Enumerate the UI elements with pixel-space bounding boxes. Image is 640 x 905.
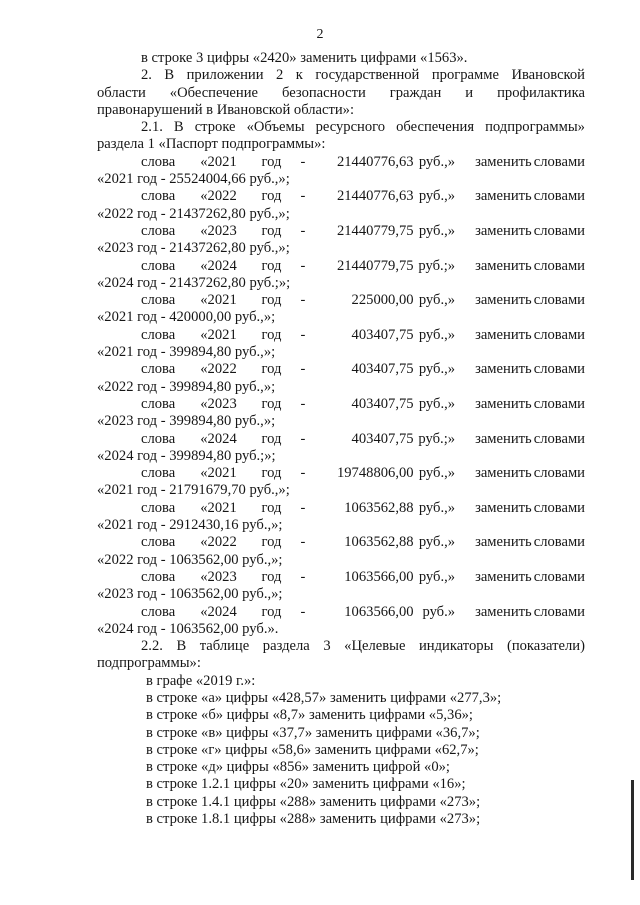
word: таблице bbox=[199, 638, 250, 655]
replacement-amount: 403407,75 bbox=[351, 361, 414, 378]
replacement-god: год bbox=[261, 395, 282, 412]
replacement-word: слова bbox=[141, 257, 176, 274]
replacement-old-line bbox=[97, 396, 585, 413]
replacement-dash: - bbox=[300, 430, 306, 447]
word: подпрограммы» bbox=[485, 119, 585, 136]
word: 3 bbox=[323, 638, 331, 655]
replacement-new-line: «2022 год - 21437262,80 руб.,»; bbox=[97, 205, 290, 222]
row-change-list bbox=[97, 690, 585, 828]
replacement-new-line: «2024 год - 1063562,00 руб.». bbox=[97, 620, 279, 637]
replacement-old-line bbox=[97, 154, 585, 171]
replacement-dash: - bbox=[300, 499, 306, 516]
replacement-list bbox=[97, 154, 585, 638]
replacement-dash: - bbox=[300, 222, 306, 239]
row-change-line: в строке 1.4.1 цифры «288» заменить цифрами «273»; bbox=[146, 793, 481, 810]
replacement-words: словами bbox=[533, 326, 585, 343]
replacement-year: «2022 bbox=[200, 534, 237, 551]
replacement-replace: заменить bbox=[475, 326, 532, 343]
replacement-word: слова bbox=[141, 326, 176, 343]
intro-line: в строке 3 цифры «2420» заменить цифрами «1563». bbox=[141, 50, 468, 66]
replacement-words: словами bbox=[533, 153, 585, 170]
word: и bbox=[465, 84, 474, 101]
word: государственной bbox=[315, 67, 420, 84]
para22-line2: подпрограммы»: bbox=[97, 655, 201, 672]
replacement-god: год bbox=[261, 361, 282, 378]
word: 2 bbox=[276, 67, 284, 84]
para2-line3: правонарушений в Ивановской области»: bbox=[97, 101, 355, 118]
para21-line2: раздела 1 «Паспорт подпрограммы»: bbox=[97, 136, 326, 153]
replacement-year: «2021 bbox=[200, 153, 237, 170]
replacement-old-line bbox=[97, 604, 585, 621]
replacement-word: слова bbox=[141, 188, 176, 205]
replacement-words: словами bbox=[533, 361, 585, 378]
replacement-rub: руб.,» bbox=[418, 465, 456, 482]
replacement-words: словами bbox=[533, 430, 585, 447]
replacement-words: словами bbox=[533, 568, 585, 585]
replacement-dash: - bbox=[300, 361, 306, 378]
replacement-year: «2021 bbox=[200, 465, 237, 482]
replacement-new-line: «2024 год - 21437262,80 руб.;»; bbox=[97, 274, 291, 291]
replacement-amount: 21440779,75 bbox=[336, 257, 414, 274]
replacement-amount: 19748806,00 bbox=[336, 465, 414, 482]
replacement-amount: 1063566,00 bbox=[344, 568, 414, 585]
replacement-replace: заменить bbox=[475, 361, 532, 378]
replacement-amount: 21440776,63 bbox=[336, 153, 414, 170]
replacement-old-line bbox=[97, 188, 585, 205]
replacement-replace: заменить bbox=[475, 568, 532, 585]
replacement-god: год bbox=[261, 534, 282, 551]
replacement-god: год bbox=[261, 568, 282, 585]
replacement-word: слова bbox=[141, 534, 176, 551]
row-change-line: в строке «д» цифры «856» заменить цифрой «0»; bbox=[146, 759, 450, 776]
replacement-old-line bbox=[97, 361, 585, 378]
replacement-dash: - bbox=[300, 534, 306, 551]
replacement-replace: заменить bbox=[475, 257, 532, 274]
replacement-year: «2023 bbox=[200, 395, 237, 412]
replacement-old-line bbox=[97, 223, 585, 240]
replacement-dash: - bbox=[300, 153, 306, 170]
replacement-year: «2024 bbox=[200, 257, 237, 274]
replacement-new-line: «2022 год - 1063562,00 руб.,»; bbox=[97, 551, 283, 568]
replacement-amount: 21440779,75 bbox=[336, 222, 414, 239]
word: В bbox=[164, 67, 175, 84]
word: 2.1. bbox=[141, 119, 163, 136]
replacement-word: слова bbox=[141, 222, 176, 239]
word: к bbox=[295, 67, 303, 84]
replacement-new-line: «2023 год - 399894,80 руб.,»; bbox=[97, 413, 276, 430]
replacement-dash: - bbox=[300, 395, 306, 412]
row-change-line: в строке 1.8.1 цифры «288» заменить цифрами «273»; bbox=[146, 811, 481, 828]
replacement-year: «2024 bbox=[200, 603, 237, 620]
replacement-year: «2021 bbox=[200, 326, 237, 343]
replacement-new-line: «2023 год - 1063562,00 руб.,»; bbox=[97, 586, 283, 603]
word: «Целевые bbox=[344, 638, 406, 655]
replacement-amount: 403407,75 bbox=[351, 395, 414, 412]
replacement-god: год bbox=[261, 222, 282, 239]
replacement-god: год bbox=[261, 153, 282, 170]
replacement-replace: заменить bbox=[475, 465, 532, 482]
replacement-replace: заменить bbox=[475, 188, 532, 205]
replacement-words: словами bbox=[533, 395, 585, 412]
para2-line1 bbox=[97, 67, 585, 84]
replacement-dash: - bbox=[300, 603, 306, 620]
replacement-rub: руб.,» bbox=[418, 292, 456, 309]
replacement-rub: руб.,» bbox=[418, 499, 456, 516]
replacement-word: слова bbox=[141, 568, 176, 585]
replacement-rub: руб.,» bbox=[418, 361, 456, 378]
word: профилактика bbox=[497, 84, 585, 101]
replacement-rub: руб.,» bbox=[418, 222, 456, 239]
replacement-amount: 1063562,88 bbox=[344, 499, 414, 516]
replacement-amount: 225000,00 bbox=[351, 292, 414, 309]
word: граждан bbox=[389, 84, 442, 101]
replacement-amount: 403407,75 bbox=[351, 326, 414, 343]
replacement-rub: руб.,» bbox=[418, 153, 456, 170]
word: В bbox=[173, 119, 184, 136]
replacement-rub: руб.;» bbox=[418, 257, 456, 274]
replacement-amount: 1063566,00 bbox=[344, 603, 414, 620]
replacement-new-line: «2021 год - 420000,00 руб.,»; bbox=[97, 309, 276, 326]
word: «Объемы bbox=[246, 119, 305, 136]
replacement-old-line bbox=[97, 500, 585, 517]
replacement-old-line bbox=[97, 431, 585, 448]
para2-line2 bbox=[97, 85, 585, 102]
replacement-replace: заменить bbox=[475, 534, 532, 551]
word: обеспечения bbox=[396, 119, 475, 136]
replacement-rub: руб.,» bbox=[418, 188, 456, 205]
replacement-god: год bbox=[261, 188, 282, 205]
replacement-god: год bbox=[261, 603, 282, 620]
replacement-word: слова bbox=[141, 430, 176, 447]
replacement-old-line bbox=[97, 534, 585, 551]
replacement-rub: руб.,» bbox=[418, 534, 456, 551]
replacement-old-line bbox=[97, 258, 585, 275]
replacement-word: слова bbox=[141, 153, 176, 170]
replacement-god: год bbox=[261, 257, 282, 274]
replacement-old-line bbox=[97, 465, 585, 482]
replacement-new-line: «2022 год - 399894,80 руб.,»; bbox=[97, 378, 276, 395]
replacement-rub: руб.;» bbox=[418, 430, 456, 447]
replacement-rub: руб.,» bbox=[418, 568, 456, 585]
para22-line1 bbox=[97, 638, 585, 655]
replacement-god: год bbox=[261, 499, 282, 516]
word: области bbox=[97, 84, 146, 101]
row-change-line: в строке «а» цифры «428,57» заменить цифрами «277,3»; bbox=[146, 689, 502, 706]
replacement-replace: заменить bbox=[475, 153, 532, 170]
replacement-dash: - bbox=[300, 257, 306, 274]
replacement-word: слова bbox=[141, 395, 176, 412]
word: 2. bbox=[141, 67, 152, 84]
replacement-replace: заменить bbox=[475, 222, 532, 239]
word: безопасности bbox=[282, 84, 366, 101]
page-number: 2 bbox=[316, 27, 324, 42]
replacement-god: год bbox=[261, 465, 282, 482]
graph-line: в графе «2019 г.»: bbox=[146, 672, 256, 689]
replacement-new-line: «2021 год - 399894,80 руб.,»; bbox=[97, 344, 276, 361]
word: раздела bbox=[262, 638, 310, 655]
replacement-replace: заменить bbox=[475, 603, 532, 620]
replacement-words: словами bbox=[533, 257, 585, 274]
replacement-amount: 1063562,88 bbox=[344, 534, 414, 551]
row-change-line: в строке «б» цифры «8,7» заменить цифрами «5,36»; bbox=[146, 707, 473, 724]
word: 2.2. bbox=[141, 638, 163, 655]
document-body bbox=[97, 50, 585, 828]
replacement-words: словами bbox=[533, 534, 585, 551]
replacement-year: «2022 bbox=[200, 188, 237, 205]
replacement-dash: - bbox=[300, 326, 306, 343]
replacement-amount: 21440776,63 bbox=[336, 188, 414, 205]
replacement-dash: - bbox=[300, 188, 306, 205]
replacement-words: словами bbox=[533, 222, 585, 239]
word: «Обеспечение bbox=[169, 84, 259, 101]
word: приложении bbox=[186, 67, 264, 84]
replacement-new-line: «2023 год - 21437262,80 руб.,»; bbox=[97, 240, 290, 257]
replacement-rub: руб.,» bbox=[418, 395, 456, 412]
replacement-word: слова bbox=[141, 361, 176, 378]
replacement-replace: заменить bbox=[475, 292, 532, 309]
replacement-god: год bbox=[261, 430, 282, 447]
word: Ивановской bbox=[511, 67, 585, 84]
row-change-line: в строке «в» цифры «37,7» заменить цифрами «36,7»; bbox=[146, 724, 480, 741]
replacement-replace: заменить bbox=[475, 430, 532, 447]
replacement-year: «2023 bbox=[200, 222, 237, 239]
replacement-new-line: «2021 год - 25524004,66 руб.,»; bbox=[97, 171, 290, 188]
replacement-new-line: «2021 год - 21791679,70 руб.,»; bbox=[97, 482, 290, 499]
word: (показатели) bbox=[506, 638, 585, 655]
word: программе bbox=[431, 67, 499, 84]
word: индикаторы bbox=[418, 638, 494, 655]
replacement-old-line bbox=[97, 569, 585, 586]
replacement-rub: руб.» bbox=[422, 603, 456, 620]
replacement-word: слова bbox=[141, 499, 176, 516]
replacement-god: год bbox=[261, 326, 282, 343]
word: ресурсного bbox=[315, 119, 386, 136]
para21-line1 bbox=[97, 119, 585, 136]
replacement-year: «2023 bbox=[200, 568, 237, 585]
replacement-new-line: «2024 год - 399894,80 руб.;»; bbox=[97, 447, 276, 464]
replacement-year: «2021 bbox=[200, 292, 237, 309]
replacement-dash: - bbox=[300, 465, 306, 482]
replacement-words: словами bbox=[533, 465, 585, 482]
replacement-god: год bbox=[261, 292, 282, 309]
replacement-words: словами bbox=[533, 188, 585, 205]
replacement-replace: заменить bbox=[475, 395, 532, 412]
word: строке bbox=[194, 119, 236, 136]
row-change-line: в строке 1.2.1 цифры «20» заменить цифрами «16»; bbox=[146, 776, 466, 793]
replacement-word: слова bbox=[141, 603, 176, 620]
replacement-dash: - bbox=[300, 568, 306, 585]
replacement-year: «2024 bbox=[200, 430, 237, 447]
replacement-dash: - bbox=[300, 292, 306, 309]
replacement-words: словами bbox=[533, 499, 585, 516]
replacement-year: «2022 bbox=[200, 361, 237, 378]
replacement-rub: руб.,» bbox=[418, 326, 456, 343]
replacement-amount: 403407,75 bbox=[351, 430, 414, 447]
replacement-words: словами bbox=[533, 603, 585, 620]
replacement-word: слова bbox=[141, 465, 176, 482]
word: В bbox=[176, 638, 187, 655]
replacement-old-line bbox=[97, 327, 585, 344]
replacement-new-line: «2021 год - 2912430,16 руб.,»; bbox=[97, 517, 283, 534]
replacement-year: «2021 bbox=[200, 499, 237, 516]
replacement-words: словами bbox=[533, 292, 585, 309]
replacement-replace: заменить bbox=[475, 499, 532, 516]
replacement-word: слова bbox=[141, 292, 176, 309]
replacement-old-line bbox=[97, 292, 585, 309]
scan-edge-mark bbox=[631, 780, 634, 880]
row-change-line: в строке «г» цифры «58,6» заменить цифрами «62,7»; bbox=[146, 741, 479, 758]
